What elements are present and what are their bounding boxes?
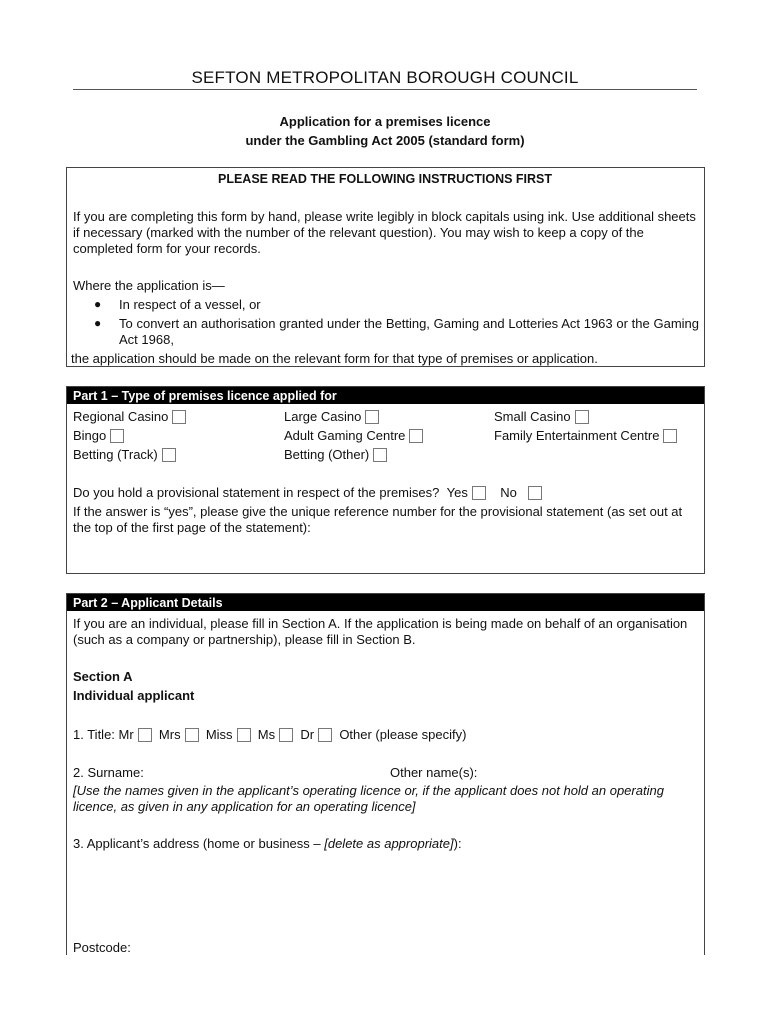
option-label: Adult Gaming Centre (284, 428, 406, 443)
address-label: 3. Applicant’s address (home or business – (73, 836, 325, 851)
provisional-question: Do you hold a provisional statement in respect of the premises? (73, 485, 440, 500)
title-label: 1. Title: Mr (73, 727, 134, 742)
title-ms-checkbox[interactable] (279, 728, 293, 742)
address-label-end: ): (453, 836, 462, 851)
option-label: Betting (Other) (284, 447, 370, 462)
large-casino-checkbox[interactable] (365, 410, 379, 424)
address-input-area[interactable] (73, 856, 693, 936)
other-names-label: Other name(s): (390, 765, 478, 780)
option-label: Betting (Track) (73, 447, 158, 462)
form-title-line1: Application for a premises licence (279, 114, 491, 129)
address-row (73, 836, 462, 851)
option-betting-other (284, 447, 387, 462)
option-small-casino (494, 409, 589, 424)
postcode-label: Postcode: (73, 940, 131, 955)
form-title-line2: under the Gambling Act 2005 (standard form) (245, 133, 525, 148)
header-rule (73, 89, 697, 90)
option-betting-track (73, 447, 176, 462)
surname-label: 2. Surname: (73, 765, 144, 780)
title-mrs-checkbox[interactable] (185, 728, 199, 742)
yes-label: Yes (446, 485, 468, 500)
option-large-casino (284, 409, 379, 424)
ms-label: Ms (257, 727, 276, 742)
option-family-entertainment (494, 428, 677, 443)
option-adult-gaming (284, 428, 423, 443)
no-label: No (500, 485, 517, 500)
part2-intro: If you are an individual, please fill in Section A. If the application is being made on behalf of an organisation (such as a company or partnership), please fill in Section B. (73, 616, 688, 647)
regional-casino-checkbox[interactable] (172, 410, 186, 424)
small-casino-checkbox[interactable] (575, 410, 589, 424)
option-label: Regional Casino (73, 409, 169, 424)
option-label: Large Casino (284, 409, 362, 424)
provisional-note: If the answer is “yes”, please give the unique reference number for the provisional statement (as set out at the top of the first page of the statement): (73, 504, 683, 535)
instructions-heading: PLEASE READ THE FOLLOWING INSTRUCTIONS FIRST (217, 172, 553, 186)
title-miss-checkbox[interactable] (237, 728, 251, 742)
title-mr-checkbox[interactable] (138, 728, 152, 742)
miss-label: Miss (205, 727, 233, 742)
bingo-checkbox[interactable] (110, 429, 124, 443)
individual-applicant-heading: Individual applicant (73, 688, 195, 703)
section-a-heading: Section A (73, 669, 133, 684)
council-name: SEFTON METROPOLITAN BOROUGH COUNCIL (191, 68, 579, 87)
instructions-para3: the application should be made on the relevant form for that type of premises or application. (71, 351, 598, 366)
betting-other-checkbox[interactable] (373, 448, 387, 462)
instructions-bullet2: To convert an authorisation granted under the Betting, Gaming and Lotteries Act 1963 or the Gaming Act 1968, (119, 316, 699, 347)
names-note: [Use the names given in the applicant’s operating licence or, if the applicant does not hold an operating licence, as given in any application for an operating licence] (73, 783, 664, 814)
bullet-icon: ● (94, 297, 102, 311)
other-label: Other (please specify) (339, 727, 467, 742)
betting-track-checkbox[interactable] (162, 448, 176, 462)
option-label: Family Entertainment Centre (494, 428, 660, 443)
instructions-para1: If you are completing this form by hand, please write legibly in block capitals using ink. Use additional sheets if necessary (marked with the number of the relevant question). You may wish to keep a copy of the completed form for your records. (73, 209, 696, 256)
mrs-label: Mrs (158, 727, 181, 742)
bullet-icon: ● (94, 316, 102, 330)
provisional-yes-checkbox[interactable] (472, 486, 486, 500)
option-label: Small Casino (494, 409, 571, 424)
option-bingo (73, 428, 124, 443)
family-entertainment-checkbox[interactable] (663, 429, 677, 443)
part1-heading: Part 1 – Type of premises licence applied for (67, 387, 704, 404)
instructions-bullet1: In respect of a vessel, or (119, 297, 261, 312)
address-delete-note: [delete as appropriate] (324, 836, 454, 851)
provisional-question-row (73, 485, 542, 500)
title-dr-checkbox[interactable] (318, 728, 332, 742)
title-row (73, 727, 466, 742)
instructions-para2: Where the application is— (73, 278, 225, 293)
option-label: Bingo (73, 428, 107, 443)
option-regional-casino (73, 409, 186, 424)
provisional-no-checkbox[interactable] (528, 486, 542, 500)
adult-gaming-checkbox[interactable] (409, 429, 423, 443)
part2-heading: Part 2 – Applicant Details (67, 594, 704, 611)
dr-label: Dr (300, 727, 315, 742)
